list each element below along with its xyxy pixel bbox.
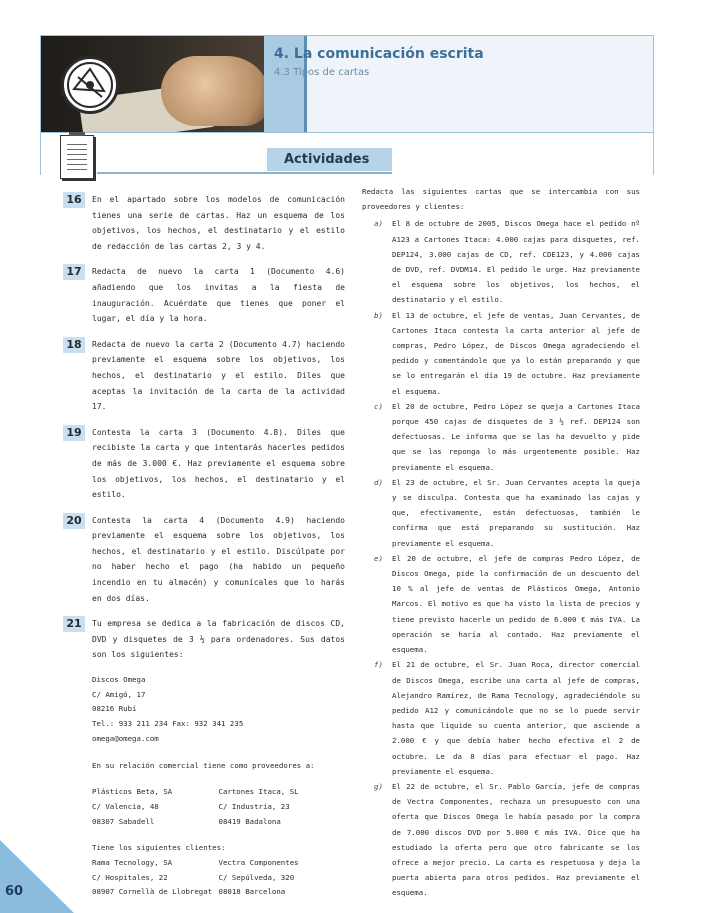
- supplier-card: [219, 785, 346, 829]
- client-name: Vectra Componentes: [218, 858, 299, 868]
- activities-rule: [97, 172, 392, 174]
- item-label: c): [374, 401, 383, 411]
- activity-number: 20: [63, 513, 85, 529]
- client-name: Rama Tecnology, SA: [92, 858, 173, 868]
- letter-item-c: [362, 399, 640, 475]
- activity-19: [63, 425, 345, 503]
- client-street: C/ Sepúlveda, 320: [218, 872, 295, 882]
- header-photo: [41, 36, 264, 132]
- hand-image: [161, 56, 264, 126]
- item-text: El 23 de octubre, el Sr. Juan Cervantes acepta la queja y se disculpa. Contesta que ha examinado las cajas y que, efectivamente, están defectuosas, también le confirma que está preparando su sustitución. Haz previamente el esquema.: [392, 477, 640, 548]
- activity-text: Contesta la carta 3 (Documento 4.8). Diles que recibiste la carta y que intentarás hacerles pedidos de más de 3.000 €. Haz previamente el esquema sobre los objetivos, los hechos, el destinatario y el estilo.: [92, 427, 345, 500]
- item-text: El 8 de octubre de 2005, Discos Omega hace el pedido nº A123 a Cartones Itaca: 4.000 cajas para disquetes, ref. DEP124, 3.000 cajas de CD, ref. CDE123, y 4.000 cajas de DVD, ref. DVDM14. El pedido le urge. Haz previamente el esquema sobre los objetivos, los hechos, el destinatario y el estilo.: [392, 219, 640, 305]
- left-column: [63, 192, 345, 900]
- activity-text: Tu empresa se dedica a la fabricación de discos CD, DVD y disquetes de 3 ½ para ordenadores. Sus datos son los siguientes:: [92, 619, 345, 660]
- company-line: omega@omega.com: [92, 733, 159, 743]
- activity-text: Redacta de nuevo la carta 2 (Documento 4.7) haciendo previamente el esquema sobre los objetivos, los hechos, el destinatario y el estilo. Diles que aceptas la invitación de la carta de la actividad 17.: [92, 339, 345, 412]
- document-icon: [60, 135, 94, 179]
- supplier-street: C/ Industria, 23: [218, 801, 290, 811]
- client-city: 08907 Cornellà de Llobregat: [92, 887, 213, 897]
- suppliers-list: [92, 785, 345, 829]
- suppliers-intro: En su relación comercial tiene como proveedores a:: [92, 760, 315, 770]
- activity-18: [63, 337, 345, 415]
- letter-item-b: [362, 308, 640, 399]
- company-line: 08216 Rubí: [92, 704, 137, 714]
- item-text: El 20 de octubre, Pedro López se queja a Cartones Itaca porque 450 cajas de disquetes de 3 ½ ref. DEP124 son defectuosas. Le informa que se las ha devuelto y pide que se las reponga lo más urgentemente posible. Haz previamente el esquema.: [392, 401, 640, 472]
- clients-list: [92, 856, 345, 900]
- letter-item-d: [362, 475, 640, 551]
- right-intro: Redacta las siguientes cartas que se intercambia con sus proveedores y clientes:: [362, 187, 640, 212]
- item-label: f): [374, 660, 383, 670]
- chapter-subtitle: 4.3 Tipos de cartas: [274, 67, 370, 78]
- supplier-card: [92, 785, 219, 829]
- item-text: El 13 de octubre, el jefe de ventas, Juan Cervantes, de Cartones Itaca contesta la carta anterior al jefe de compras, Pedro López, de Discos Omega agradeciendo el pedido y comentándole que ya lo están preparando y que se lo entregarán el día 19 de octubre. Haz previamente el esquema.: [392, 310, 640, 396]
- activity-number: 17: [63, 264, 85, 280]
- letter-item-e: [362, 551, 640, 657]
- activity-number: 19: [63, 425, 85, 441]
- letter-item-g: [362, 779, 640, 901]
- item-label: b): [374, 310, 383, 320]
- right-column: [362, 184, 640, 901]
- communication-emblem-icon: [61, 56, 119, 114]
- item-text: El 20 de octubre, el jefe de compras Pedro López, de Discos Omega, pide la confirmación de un descuento del 10 % al jefe de ventas de Plásticos Omega, Antonio Marcos. El motivo es que ha visto la lista de precios y tiene previsto hacerle un pedido de 6.000 € más IVA. La operación se haría al contado. Haz previamente el esquema.: [392, 553, 640, 655]
- supplier-name: Cartones Itaca, SL: [218, 787, 299, 797]
- company-line: Discos Omega: [92, 675, 146, 685]
- clients-intro: Tiene los siguientes clientes:: [92, 843, 226, 853]
- client-street: C/ Hospitales, 22: [92, 872, 168, 882]
- item-label: d): [374, 477, 383, 487]
- letter-item-a: [362, 216, 640, 307]
- activities-heading: Actividades: [284, 152, 370, 167]
- activity-text: En el apartado sobre los modelos de comunicación tienes una serie de cartas. Haz un esquema de los objetivos, los hechos, el destinatario y el estilo de redacción de las cartas 2, 3 y 4.: [92, 195, 345, 251]
- activity-17: [63, 264, 345, 326]
- client-card: [92, 856, 219, 900]
- activity-20: [63, 513, 345, 607]
- item-text: El 22 de octubre, el Sr. Pablo García, jefe de compras de Vectra Componentes, rechaza un presupuesto con una oferta que Discos Omega le había pasado por la compra de 7.000 discos DVD por 5.000 € más IVA. Dice que ha estudiado la oferta pero que otro fabricante se los ofrece a mejor precio. La carta es respetuosa y deja la puerta abierta para otros pedidos. Haz previamente el esquema.: [392, 781, 640, 898]
- company-address: [63, 673, 345, 900]
- activity-number: 18: [63, 337, 85, 353]
- activity-number: 21: [63, 616, 85, 632]
- letter-item-f: [362, 657, 640, 779]
- supplier-name: Plásticos Beta, SA: [92, 787, 173, 797]
- item-label: a): [374, 219, 383, 229]
- page-corner: [0, 840, 74, 913]
- supplier-city: 08307 Sabadell: [92, 816, 155, 826]
- activity-text: Contesta la carta 4 (Documento 4.9) haciendo previamente el esquema sobre los objetivos, los hechos, el destinatario y el estilo. Discúlpate por no haber hecho el pago (ha habido un pequeño incendio en tu almacén) y comunícales que lo harás en dos días.: [92, 515, 345, 603]
- client-card: [219, 856, 346, 900]
- company-line: Tel.: 933 211 234 Fax: 932 341 235: [92, 719, 244, 729]
- item-label: g): [374, 781, 383, 791]
- client-city: 08018 Barcelona: [218, 887, 286, 897]
- item-label: e): [374, 553, 383, 563]
- activity-number: 16: [63, 192, 85, 208]
- page-number: 60: [5, 884, 24, 899]
- supplier-city: 08419 Badalona: [218, 816, 281, 826]
- activity-21: [63, 616, 345, 663]
- company-line: C/ Amigó, 17: [92, 689, 146, 699]
- activity-text: Redacta de nuevo la carta 1 (Documento 4.6) añadiendo que los invitas a la fiesta de inauguración. Acuérdate que tienes que poner el lugar, el día y la hora.: [92, 267, 345, 324]
- supplier-street: C/ Valencia, 48: [92, 801, 159, 811]
- activity-16: [63, 192, 345, 254]
- item-text: El 21 de octubre, el Sr. Juan Roca, director comercial de Discos Omega, escribe una carta al jefe de compras, Alejandro Ramírez, de Rama Tecnology, agradeciéndole su pedido A12 y comunicándole que no se lo puede servir hasta que liquide su cuenta anterior, que asciende a 2.000 € y que debía haber hecho efectiva el 2 de octubre. Le da 8 días para efectuar el pago. Haz previamente el esquema.: [392, 660, 640, 776]
- chapter-title: 4. La comunicación escrita: [274, 46, 484, 62]
